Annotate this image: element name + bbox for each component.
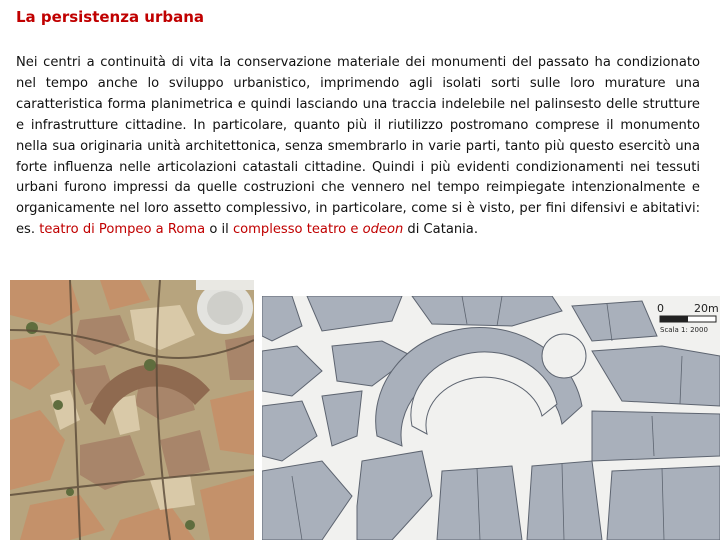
paragraph-main-text: Nei centri a continuità di vita la conservazione materiale dei monumenti del passato ha condizionato nel tempo anche lo sviluppo urbanistico, imprimendo agli isolati sorti sulle loro murature una caratteristica forma planimetrica e quindi lasciando una traccia indelebile nel palinsesto delle strutture e infrastrutture cittadine. In particolare, quanto più il riutilizzo postromano comprese il monumento nella sua originaria unità architettonica, senza smembrarlo in varie parti, tanto più questo esercitò una forte influenza nelle articolazioni catastali cittadine. Quindi i più evidenti condizionamenti nei tessuti urbani furono impressi da quelle costruzioni che vennero nel tempo reimpiegate intenzionalmente e organicamente nel loro assetto complessivo, in particolare, come si è visto, per fini difensivi e abitativi: es.	[16, 55, 700, 238]
scale-end-label: 20m	[694, 302, 719, 315]
body-paragraph	[16, 53, 700, 241]
page-title: La persistenza urbana	[16, 8, 205, 26]
paragraph-conjunction: o il	[205, 222, 233, 238]
link-complesso-text: complesso teatro e	[232, 222, 363, 238]
link-teatro-pompeo: teatro di Pompeo a Roma	[39, 222, 206, 238]
aerial-photo	[10, 280, 254, 540]
cadastral-map	[262, 296, 720, 540]
scale-zero-label: 0	[657, 302, 664, 315]
link-odeon-italic: odeon	[362, 222, 404, 238]
paragraph-end: .	[473, 222, 478, 238]
paragraph-connector: di Catania	[403, 222, 474, 238]
scale-ratio-text: Scala 1: 2000	[660, 326, 708, 334]
link-complesso-catania	[233, 222, 403, 237]
